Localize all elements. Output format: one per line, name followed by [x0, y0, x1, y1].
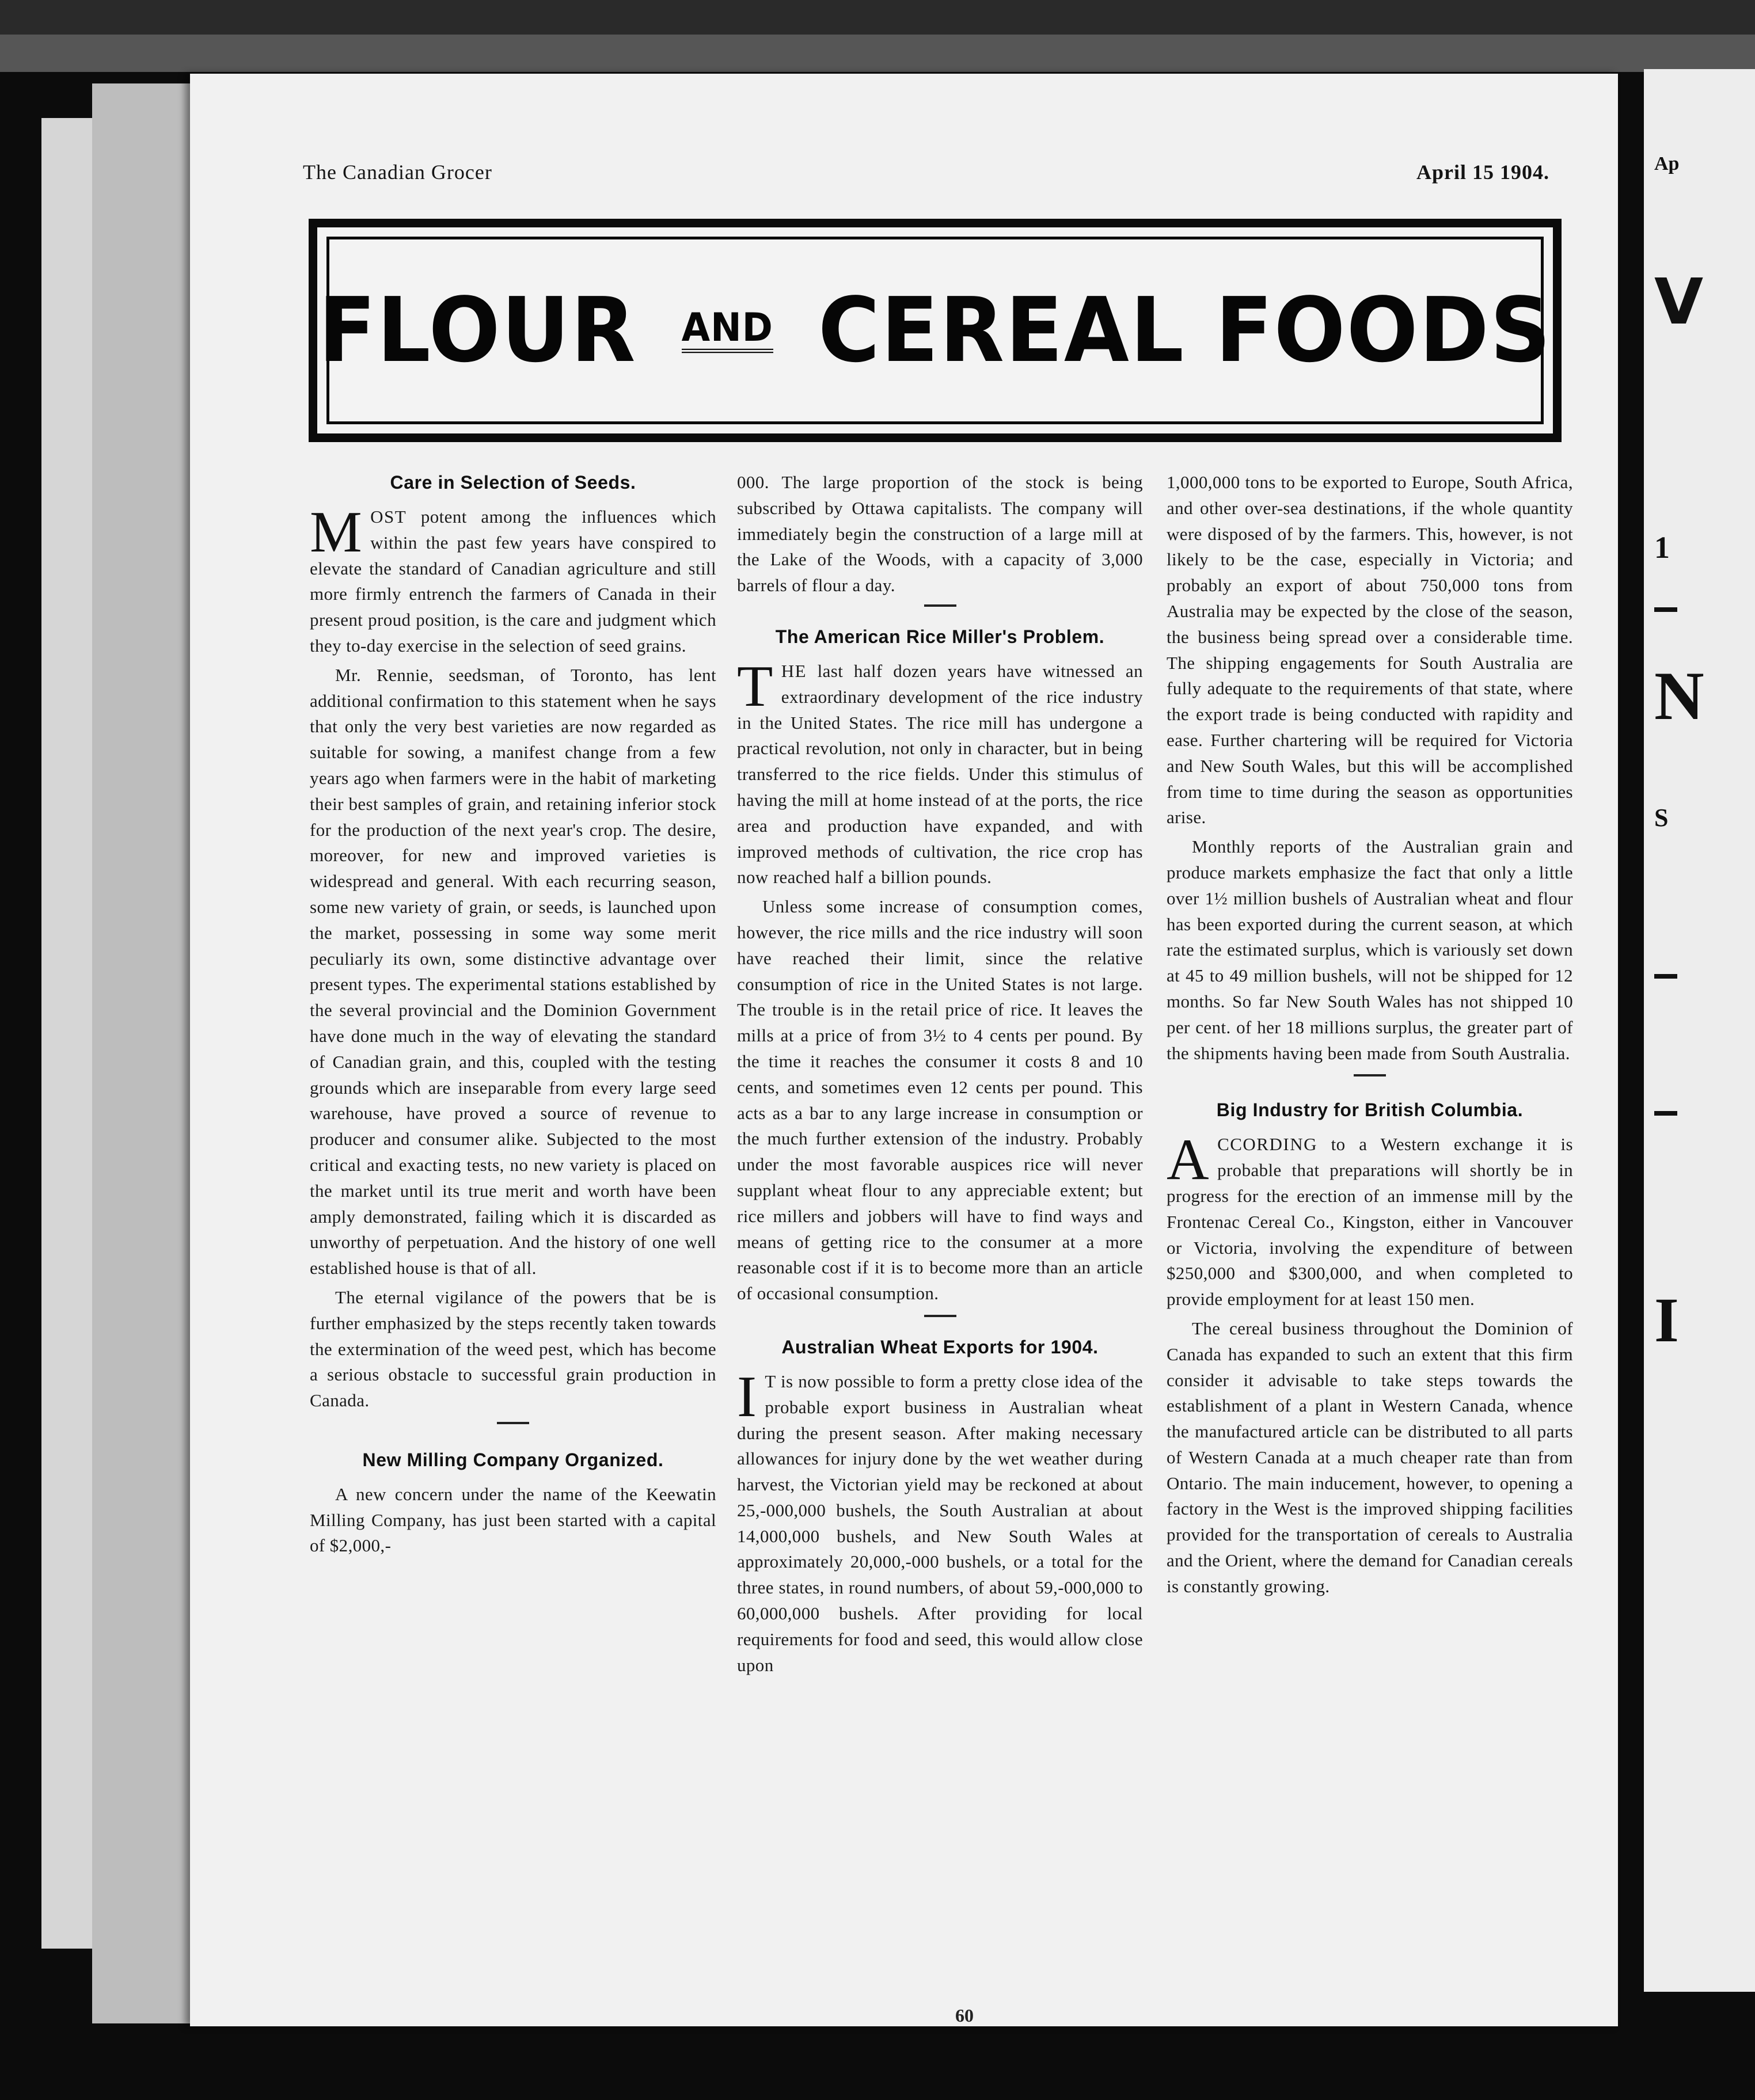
next-page-header-fragment: Ap: [1654, 153, 1680, 174]
section-title-word-flour: FLOUR: [318, 278, 637, 383]
article-heading-rice: The American Rice Miller's Problem.: [775, 626, 1105, 647]
issue-date: April 15 1904.: [1416, 161, 1550, 184]
page-number: 60: [955, 2005, 974, 2026]
next-page-heading-fragment: N: [1654, 657, 1704, 734]
lead-caps: HE: [781, 660, 807, 681]
next-page-text-fragment: 1: [1654, 530, 1670, 565]
page-stack-edge: [92, 83, 198, 2023]
next-page-text-fragment: S: [1654, 804, 1669, 832]
article-paragraph: Unless some increase of consumption comes, however, the rice mills and the rice industry will soon have reached their limit, since the relative consumption of rice in the United States is not large. The trouble is in the retail price of rice. It leaves the mills at a price of from 3½ to 4 cents per pound. By the time it reaches the consumer it costs 8 and 10 cents, and sometimes even 12 cents per pound. This acts as a bar to any large increase in consumption or the much further extension of the industry. Probably under the most favorable auspices rice will never supplant wheat flour to any appreciable extent; but rice millers and jobbers will have to find ways and means of getting rice to the consumer at a more reasonable cost if it is to become more than an article of occasional consumption.: [737, 896, 1143, 1304]
article-separator: [1354, 1074, 1386, 1076]
section-title-word-and: AND: [682, 308, 773, 352]
next-page-rule: [1654, 1111, 1677, 1116]
scan-background-top: [0, 0, 1755, 35]
next-page-edge: [1644, 69, 1755, 1992]
next-page-heading-fragment: I: [1654, 1285, 1679, 1355]
article-separator: [497, 1422, 529, 1424]
next-page-rule: [1654, 607, 1677, 612]
article-heading-seeds: Care in Selection of Seeds.: [390, 472, 636, 493]
article-paragraph: [1167, 1127, 1573, 1312]
section-title-word-cereal-foods: CEREAL FOODS: [818, 278, 1552, 383]
next-page-rule: [1654, 974, 1677, 979]
article-heading-british-columbia: Big Industry for British Columbia.: [1216, 1100, 1524, 1121]
article-paragraph: [737, 1364, 1143, 1679]
publication-title: The Canadian Grocer: [303, 161, 492, 184]
paragraph-text: T is now possible to form a pretty close idea of the probable export business in Australian wheat during the present season. After making necessary allowances for injury done by the wet weather during harvest, the Victorian yield may be reckoned at about 25,-000,000 bushels, the South Australian at about 14,000,000 bushels, and New South Wales at approximately 20,000,-000 bushels, or a total for the three states, in round numbers, of about 59,-000,000 to 60,000,000 bushels. After providing for local requirements for food and seed, this would allow close upon: [737, 1371, 1143, 1675]
previous-page-edge: [41, 118, 97, 1949]
column-2: [737, 470, 1143, 1681]
drop-cap: A: [1167, 1127, 1210, 1193]
article-heading-milling: New Milling Company Organized.: [362, 1449, 664, 1470]
lead-caps: OST: [370, 507, 407, 527]
article-separator: [924, 1315, 956, 1317]
article-paragraph: Monthly reports of the Australian grain and produce markets emphasize the fact that only a little over 1½ million bushels of Australian wheat and flour has been exported during the current season, at which rate the estimated surplus, which is variously set down at 45 to 49 million bushels, will not be shipped for 12 months. So far New South Wales has not shipped 10 per cent. of her 18 millions surplus, the greater part of the shipments having been made from South Australia.: [1167, 836, 1573, 1063]
paragraph-text: potent among the influences which within the past few years have conspired to elevate the standard of Canadian agriculture and still more firmly entrench the farmers of Canada in their present proud position, is the care and judgment which they to-day exercise in the selection of seed grains.: [310, 507, 716, 656]
drop-cap: I: [737, 1364, 757, 1429]
drop-cap: T: [737, 653, 773, 719]
article-paragraph: The cereal business throughout the Dominion of Canada has expanded to such an extent that this firm consider it advisable to take steps towards the establishment of a plant in Western Canada, whence the manufactured article can be distributed to all parts of Western Canada at a much cheaper rate than from Ontario. The main inducement, however, to opening a factory in the West is the improved shipping facilities provided for the transportation of cereals to Australia and the Orient, where the demand for Canadian cereals is constantly growing.: [1167, 1318, 1573, 1596]
paragraph-text: to a Western exchange it is probable that preparations will shortly be in progress for the erection of an immense mill by the Frontenac Cereal Co., Kingston, either in Vancouver or Victoria, involving the expenditure of between $250,000 and $300,000, and when completed to provide employment for at least 150 men.: [1167, 1134, 1573, 1310]
column-3: [1167, 470, 1573, 1603]
article-heading-wheat: Australian Wheat Exports for 1904.: [781, 1336, 1099, 1357]
newspaper-page: [190, 74, 1618, 2026]
lead-caps: CCORDING: [1217, 1134, 1317, 1155]
section-banner: [309, 219, 1562, 442]
drop-cap: M: [310, 500, 363, 565]
article-paragraph: [737, 653, 1143, 891]
next-page-title-fragment: V: [1654, 265, 1704, 338]
article-paragraph-continued: 000. The large proportion of the stock is being subscribed by Ottawa capitalists. The company will immediately begin the construction of a large mill at the Lake of the Woods, with a capacity of 3,000 barrels of flour a day.: [737, 472, 1143, 596]
column-1: [310, 470, 716, 1562]
section-title: [318, 279, 1552, 382]
article-paragraph: [310, 500, 716, 659]
article-paragraph: A new concern under the name of the Keewatin Milling Company, has just been started with a capital of $2,000,-: [310, 1483, 716, 1556]
article-paragraph: Mr. Rennie, seedsman, of Toronto, has lent additional confirmation to this statement when he says that only the very best varieties are now regarded as suitable for sowing, a manifest change from a few years ago when farmers were in the habit of marketing their best samples of grain, and retaining inferior stock for the production of the next year's crop. The desire, moreover, for new and improved varieties is widespread and general. With each recurring season, some new variety of grain, or seeds, is launched upon the market, possessing in some way some merit peculiarly its own, some distinctive advantage over present types. The experimental stations established by the several provincial and the Dominion Government have done much in the way of elevating the standard of Canadian grain, and this, coupled with the testing grounds which are inseparable from every large seed warehouse, have proved a source of revenue to producer and consumer alike. Subjected to the most critical and exacting tests, no new variety is placed on the market until its true merit and worth have been amply demonstrated, failing which it is discarded as unworthy of perpetuation. And the history of one well established house is that of all.: [310, 664, 716, 1279]
article-separator: [924, 604, 956, 607]
paragraph-text: last half dozen years have witnessed an extraordinary development of the rice industry in the United States. The rice mill has undergone a practical revolution, not only in character, but in being transferred to the rice fields. Under this stimulus of having the mill at home instead of at the ports, the rice area and production have expanded, and with improved methods of cultivation, the rice crop has now reached half a billion pounds.: [737, 660, 1143, 888]
article-paragraph-continued: 1,000,000 tons to be exported to Europe, South Africa, and other over-sea destinations, if the whole quantity were disposed of by the farmers. This, however, is not likely to be the case, especially in Victoria; and probably an export of about 750,000 tons from Australia may be expected by the close of the season, the business being spread over a considerable time. The shipping engagements for South Australia are fully adequate to the requirements of that state, where the export trade is being conducted with rapidity and ease. Further chartering will be required for Victoria and New South Wales, but this will be accomplished from time to time during the season as opportunities arise.: [1167, 472, 1573, 828]
section-banner-inner-frame: [318, 237, 1552, 424]
article-paragraph: The eternal vigilance of the powers that be is further emphasized by the steps recently taken towards the extermination of the weed pest, which has become a serious obstacle to successful grain production in Canada.: [310, 1287, 716, 1411]
